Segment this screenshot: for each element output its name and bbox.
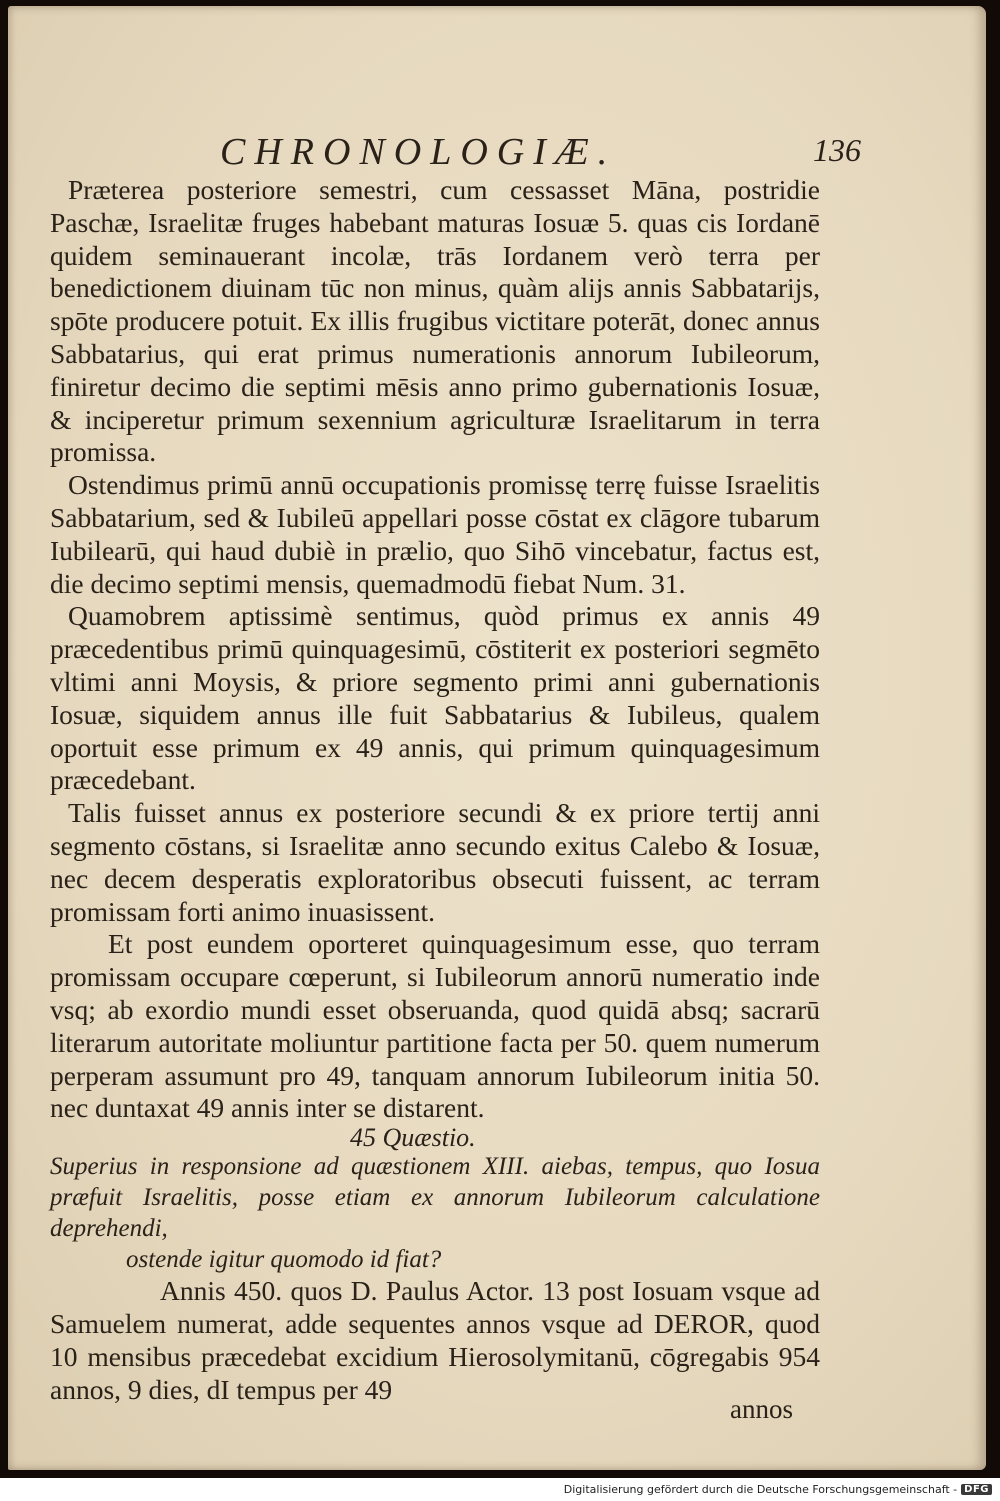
answer-paragraph: Annis 450. quos D. Paulus Actor. 13 post Iosuam vsque ad Samuelem numerat, adde sequentes annos vsque ad DEROR, quod 10 mensibus præcedebat excidium Hierosolymitanū, cōgregabis 954 annos, 9 dies, dI tempus per 49 [50,1275,820,1405]
paragraph-4: Talis fuisset annus ex posteriore secundi & ex priore tertij anni segmento cōstans, si Israelitæ anno secundo exitus Calebo & Iosuæ, nec decem desperatis exploratoribus obsecuti fuissent, ac terram promissam forti animo inuasissent. [50,797,820,927]
book-page [8,6,986,1470]
catchword: annos [730,1394,793,1424]
paragraph-3: Quamobrem aptissimè sentimus, quòd primus ex annis 49 præcedentibus primū quinquagesimū, cōstiterit ex posteriori segmēto vltimi anni Moysis, & priore segmento primi anni gubernationis Iosuæ, siquidem annus ille fuit Sabbatarius & Iubileus, qualem oportuit esse primum ex 49 annis, qui primum quinquagesimum præcedebant. [50,600,820,796]
body-text [50,174,820,1406]
paragraph-5: Et post eundem oporteret quinquagesimum esse, quo terram promissam occupare cœperunt, si Iubileorum annorū numeratio inde vsq; ab exordio mundi esset obseruanda, quod quidā absq; sacrarū literarum autoritate moliuntur partitione facta per 50. quem numerum perperam assumunt pro 49, tanquam annorum Iubileorum initia 50. nec duntaxat 49 annis inter se distarent. [50,928,820,1124]
question-text-last: ostende igitur quomodo id fiat? [126,1246,442,1274]
page-number: 136 [813,132,861,168]
running-title: CHRONOLOGIÆ. [220,131,617,173]
running-head [8,130,986,176]
question-text-main: Superius in responsione ad quæstionem XIII. aiebas, tempus, quo Iosua præfuit Israelitis, posse etiam ex annorum Iubileorum calculatione deprehendi, [50,1153,820,1243]
dfg-logo-icon: DFG [961,1484,992,1495]
paragraph-2: Ostendimus primū annū occupationis promissę terrę fuisse Israelitis Sabbatarium, sed & Iubileū appellari posse cōstat ex clāgore tubarum Iubilearū, qui haud dubiè in prælio, quo Sihō vincebatur, factus est, die decimo septimi mensis, quemadmodū fiebat Num. 31. [50,469,820,599]
footer-credit [564,1483,992,1496]
footer-credit-text: Digitalisierung gefördert durch die Deutsche Forschungsgemeinschaft - [563,1483,958,1496]
question-header: 45 Quæstio. [350,1123,476,1153]
paragraph-1: Præterea posteriore semestri, cum cessasset Māna, postridie Paschæ, Israelitæ fruges habebant maturas Iosuæ 5. quas cis Iordanē quidem seminauerant incolæ, trās Iordanem verò terra per benedictionem diuinam tūc non minus, quàm alijs annis Sabbatarijs, spōte producere potuit. Ex illis frugibus victitare poterāt, donec annus Sabbatarius, qui erat primus numerationis annorum Iubileorum, finiretur decimo die septimi mēsis anno primo gubernationis Iosuæ, & inciperetur primum sexennium agriculturæ Israelitarum in terra promissa. [50,174,820,468]
question-text [50,1151,820,1275]
